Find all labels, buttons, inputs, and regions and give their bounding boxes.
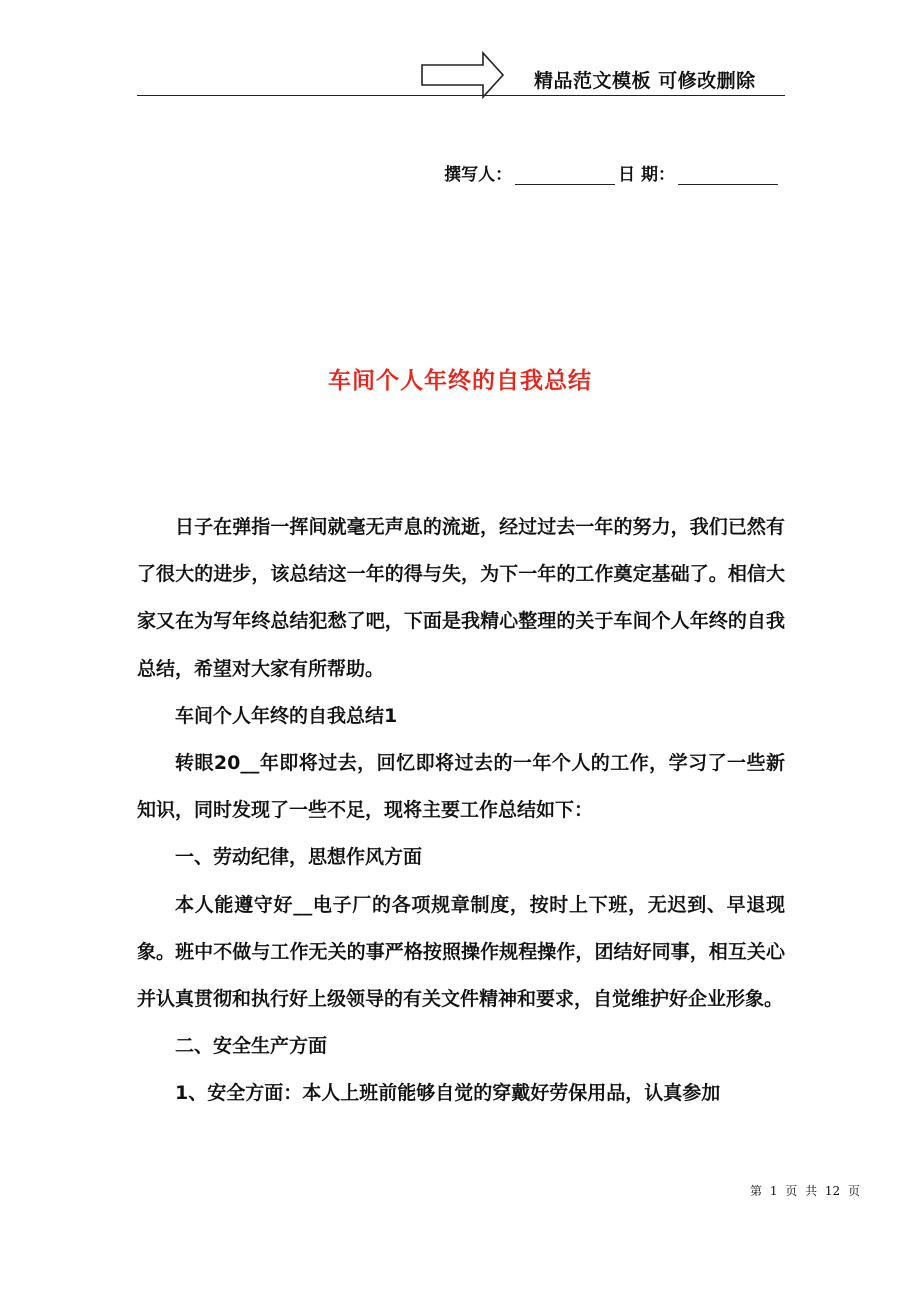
author-label: 撰写人：: [444, 165, 513, 185]
section-heading: 车间个人年终的自我总结1: [175, 704, 398, 727]
page-number: 第 1 页 共 12 页: [750, 1184, 860, 1198]
right-arrow-icon: [420, 50, 506, 100]
summary-paragraph: 转眼20__年即将过去，回忆即将过去的一年个人的工作，学习了一些新知识，同时发现了一些不足，现将主要工作总结如下：: [137, 752, 785, 822]
document-body: [137, 504, 785, 1118]
date-label: 日 期：: [618, 165, 675, 185]
safety-paragraph: 1、安全方面：本人上班前能够自觉的穿戴好劳保用品，认真参加: [175, 1082, 721, 1105]
date-blank: [678, 166, 778, 185]
document-title: 车间个人年终的自我总结: [328, 368, 592, 394]
intro-paragraph: 日子在弹指一挥间就毫无声息的流逝，经过过去一年的努力，我们已然有了很大的进步，该总结这一年的得与失，为下一年的工作奠定基础了。相信大家又在为写年终总结犯愁了吧，下面是我精心整理的关于车间个人年终的自我总结，希望对大家有所帮助。: [137, 516, 785, 680]
subsection-heading-discipline: 一、劳动纪律，思想作风方面: [175, 846, 423, 869]
author-blank: [515, 166, 615, 185]
discipline-paragraph: 本人能遵守好__电子厂的各项规章制度，按时上下班，无迟到、早退现象。班中不做与工作无关的事严格按照操作规程操作，团结好同事，相互关心并认真贯彻和执行好上级领导的有关文件精神和要求，自觉维护好企业形象。: [137, 893, 785, 1011]
author-date-line: [444, 160, 781, 185]
header-tagline: 精品范文模板 可修改删除: [534, 70, 756, 92]
header-divider: [137, 95, 785, 96]
subsection-heading-safety: 二、安全生产方面: [175, 1035, 328, 1058]
